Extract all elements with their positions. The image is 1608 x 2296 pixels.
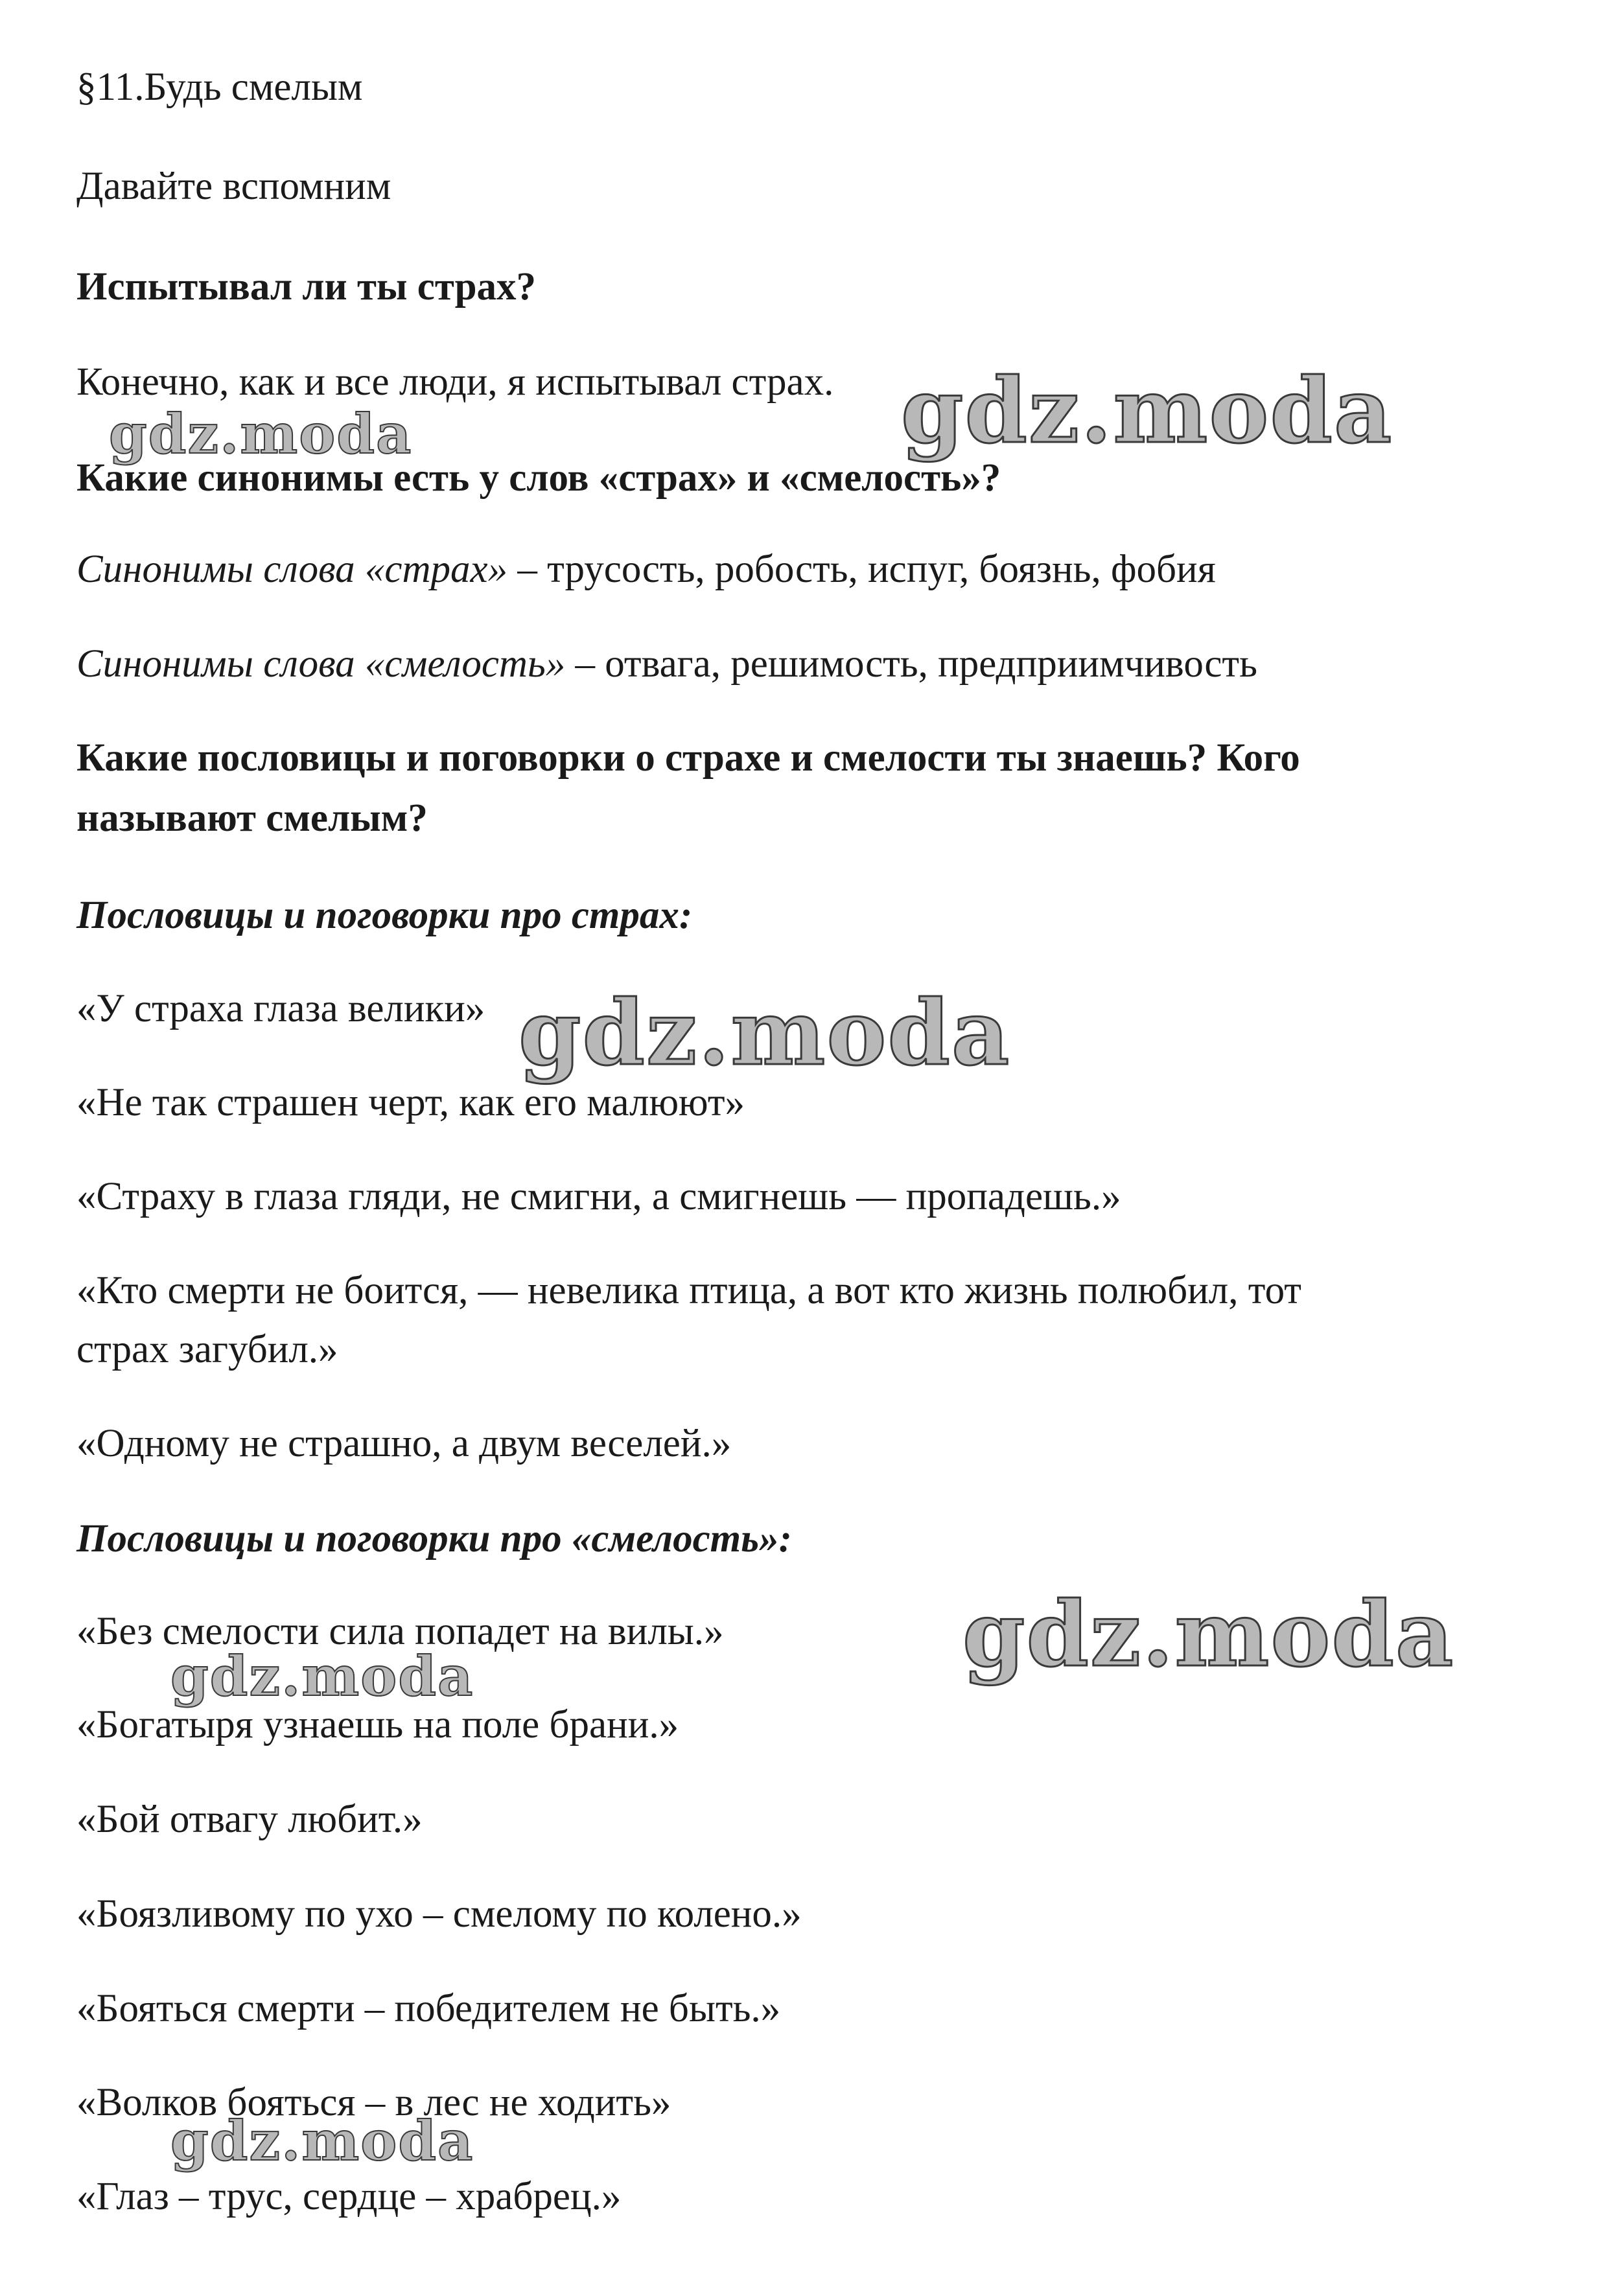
courage-proverb: «Волков бояться – в лес не ходить» (76, 2081, 671, 2124)
courage-proverb: «Без смелости сила попадет на вилы.» (76, 1610, 724, 1653)
synonyms-fear-text: – трусость, робость, испуг, боязнь, фобия (507, 548, 1216, 591)
page-title: §11.Будь смелым (76, 65, 363, 109)
question-proverbs-line2: называют смелым? (76, 796, 428, 840)
courage-proverb: «Богатыря узнаешь на поле брани.» (76, 1703, 679, 1746)
fear-proverbs-heading: Пословицы и поговорки про страх: (76, 894, 693, 937)
fear-proverb: «Кто смерти не боится, — невелика птица, а вот кто жизнь полюбил, тот (76, 1269, 1301, 1312)
question-synonyms: Какие синонимы есть у слов «страх» и «смелость»? (76, 456, 1001, 500)
watermark-logo: gdz.moda (962, 1581, 1455, 1687)
question-fear: Испытывал ли ты страх? (76, 265, 537, 308)
fear-proverb: «Страху в глаза гляди, не смигни, а смигнешь — пропадешь.» (76, 1175, 1121, 1218)
watermark-logo: gdz.moda (519, 980, 1011, 1085)
watermark-logo: gdz.moda (170, 1644, 474, 1708)
courage-proverbs-heading: Пословицы и поговорки про «смелость»: (76, 1517, 792, 1560)
courage-proverb: «Боязливому по ухо – смелому по колено.» (76, 1892, 802, 1936)
fear-proverb: «У страха глаза велики» (76, 987, 485, 1030)
fear-proverb: страх загубил.» (76, 1328, 338, 1371)
synonyms-courage-text: – отвага, решимость, предприимчивость (565, 642, 1257, 686)
watermark-logo: gdz.moda (170, 2109, 474, 2173)
section-subtitle: Давайте вспомним (76, 165, 391, 208)
synonyms-courage (76, 635, 1257, 693)
courage-proverb: «Бояться смерти – победителем не быть.» (76, 1987, 781, 2030)
courage-proverb: «Глаз – трус, сердце – храбрец.» (76, 2175, 622, 2218)
fear-proverb: «Одному не страшно, а двум веселей.» (76, 1422, 732, 1465)
answer-fear: Конечно, как и все люди, я испытывал страх. (76, 360, 834, 404)
watermark-logo: gdz.moda (109, 402, 413, 466)
courage-proverb: «Бой отвагу любит.» (76, 1798, 423, 1841)
synonyms-fear (76, 540, 1216, 599)
watermark-logo: gdz.moda (901, 358, 1393, 463)
fear-proverb: «Не так страшен черт, как его малюют» (76, 1081, 745, 1124)
question-proverbs-line1: Какие пословицы и поговорки о страхе и смелости ты знаешь? Кого (76, 736, 1300, 780)
synonyms-courage-label: Синонимы слова «смелость» (76, 642, 566, 686)
synonyms-fear-label: Синонимы слова «страх» (76, 548, 508, 591)
